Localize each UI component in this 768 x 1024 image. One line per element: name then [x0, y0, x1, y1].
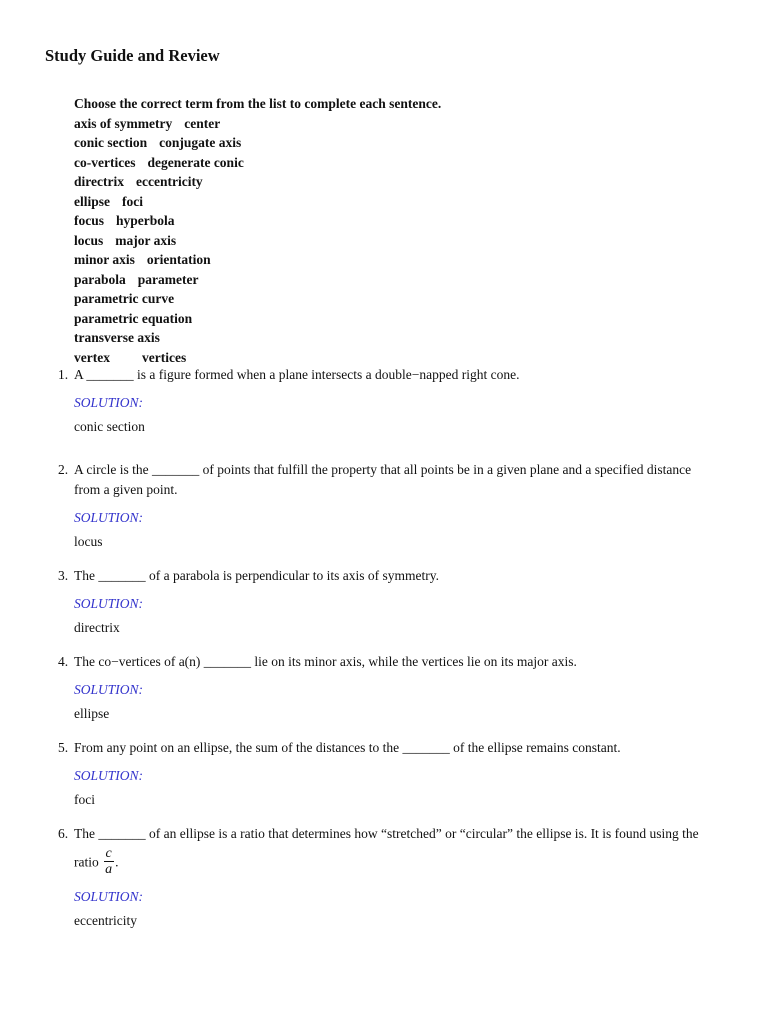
page-title: Study Guide and Review: [45, 46, 220, 65]
term-row: [74, 270, 441, 290]
term: orientation: [146, 252, 211, 267]
solution-answer: ellipse: [74, 706, 110, 721]
question-text: The _______ of a parabola is perpendicular to its axis of symmetry.: [74, 568, 440, 583]
question-text-period: .: [115, 854, 119, 870]
solution-label: SOLUTION:: [74, 682, 144, 697]
term-row: [74, 172, 441, 192]
question-text: From any point on an ellipse, the sum of the distances to the _______ of the ellipse remains constant.: [74, 740, 621, 755]
term: vertices: [141, 349, 187, 365]
term: transverse axis: [74, 330, 160, 345]
question-number: 3.: [58, 568, 69, 583]
term: major axis: [115, 232, 177, 248]
question-text: The co−vertices of a(n) _______ lie on its minor axis, while the vertices lie on its major axis.: [74, 654, 577, 669]
term: focus: [74, 213, 104, 228]
fraction-denominator: a: [105, 862, 113, 877]
solution-label: SOLUTION:: [74, 596, 144, 611]
term-row: [74, 289, 441, 309]
term: center: [184, 115, 221, 131]
term-row: [74, 250, 441, 270]
term-row: [74, 133, 441, 153]
term-row: [74, 309, 441, 329]
solution-answer: eccentricity: [74, 913, 137, 928]
term: co-vertices: [74, 154, 136, 170]
fraction-c-over-a: [103, 846, 114, 877]
term-row: [74, 328, 441, 348]
term: parametric equation: [74, 310, 193, 326]
term: locus: [74, 232, 104, 248]
term: parameter: [137, 271, 199, 287]
solution-label: SOLUTION:: [74, 889, 144, 904]
question-item: [58, 652, 718, 724]
question-item: [58, 365, 718, 437]
term: eccentricity: [135, 174, 203, 189]
term: hyperbola: [116, 213, 175, 228]
instructions-heading: Choose the correct term from the list to complete each sentence.: [74, 96, 442, 111]
term: minor axis: [74, 252, 135, 267]
question-number: 5.: [58, 740, 69, 755]
question-item: [58, 460, 718, 552]
term: conic section: [74, 135, 148, 150]
solution-label: SOLUTION:: [74, 395, 144, 410]
question-text: A circle is the _______ of points that fulfill the property that all points be in a given plane and a specified distance from a given point.: [74, 462, 692, 497]
question-text: [74, 824, 718, 879]
question-item: [58, 566, 718, 638]
solution-answer: locus: [74, 534, 103, 549]
question-number: 2.: [58, 462, 69, 477]
term-row: [74, 153, 441, 173]
solution-answer: directrix: [74, 620, 120, 635]
solution-answer: foci: [74, 792, 95, 807]
fraction-numerator: c: [105, 846, 112, 861]
term-list: [74, 94, 441, 367]
question-item: [58, 824, 718, 931]
term-row: [74, 114, 441, 134]
solution-answer: conic section: [74, 419, 145, 434]
question-text: A _______ is a figure formed when a plane intersects a double−napped right cone.: [74, 367, 520, 382]
term: parabola: [74, 271, 126, 287]
term: ellipse: [74, 193, 110, 209]
term: directrix: [74, 174, 124, 189]
question-text-ratio: ratio: [74, 854, 99, 870]
term: axis of symmetry: [74, 115, 173, 131]
question-item: [58, 738, 718, 810]
solution-label: SOLUTION:: [74, 510, 144, 525]
term: vertex: [74, 349, 110, 365]
question-number: 6.: [58, 826, 69, 841]
question-number: 1.: [58, 367, 69, 382]
term: foci: [122, 193, 143, 209]
term: degenerate conic: [147, 154, 244, 170]
term: conjugate axis: [159, 135, 242, 150]
term: parametric curve: [74, 291, 175, 306]
solution-label: SOLUTION:: [74, 768, 144, 783]
term-row: [74, 231, 441, 251]
term-row: [74, 192, 441, 212]
question-text-line: The _______ of an ellipse is a ratio that determines how “stretched” or “circular” the ellipse is. It is found using the: [74, 826, 699, 841]
term-row: [74, 211, 441, 231]
question-number: 4.: [58, 654, 69, 669]
